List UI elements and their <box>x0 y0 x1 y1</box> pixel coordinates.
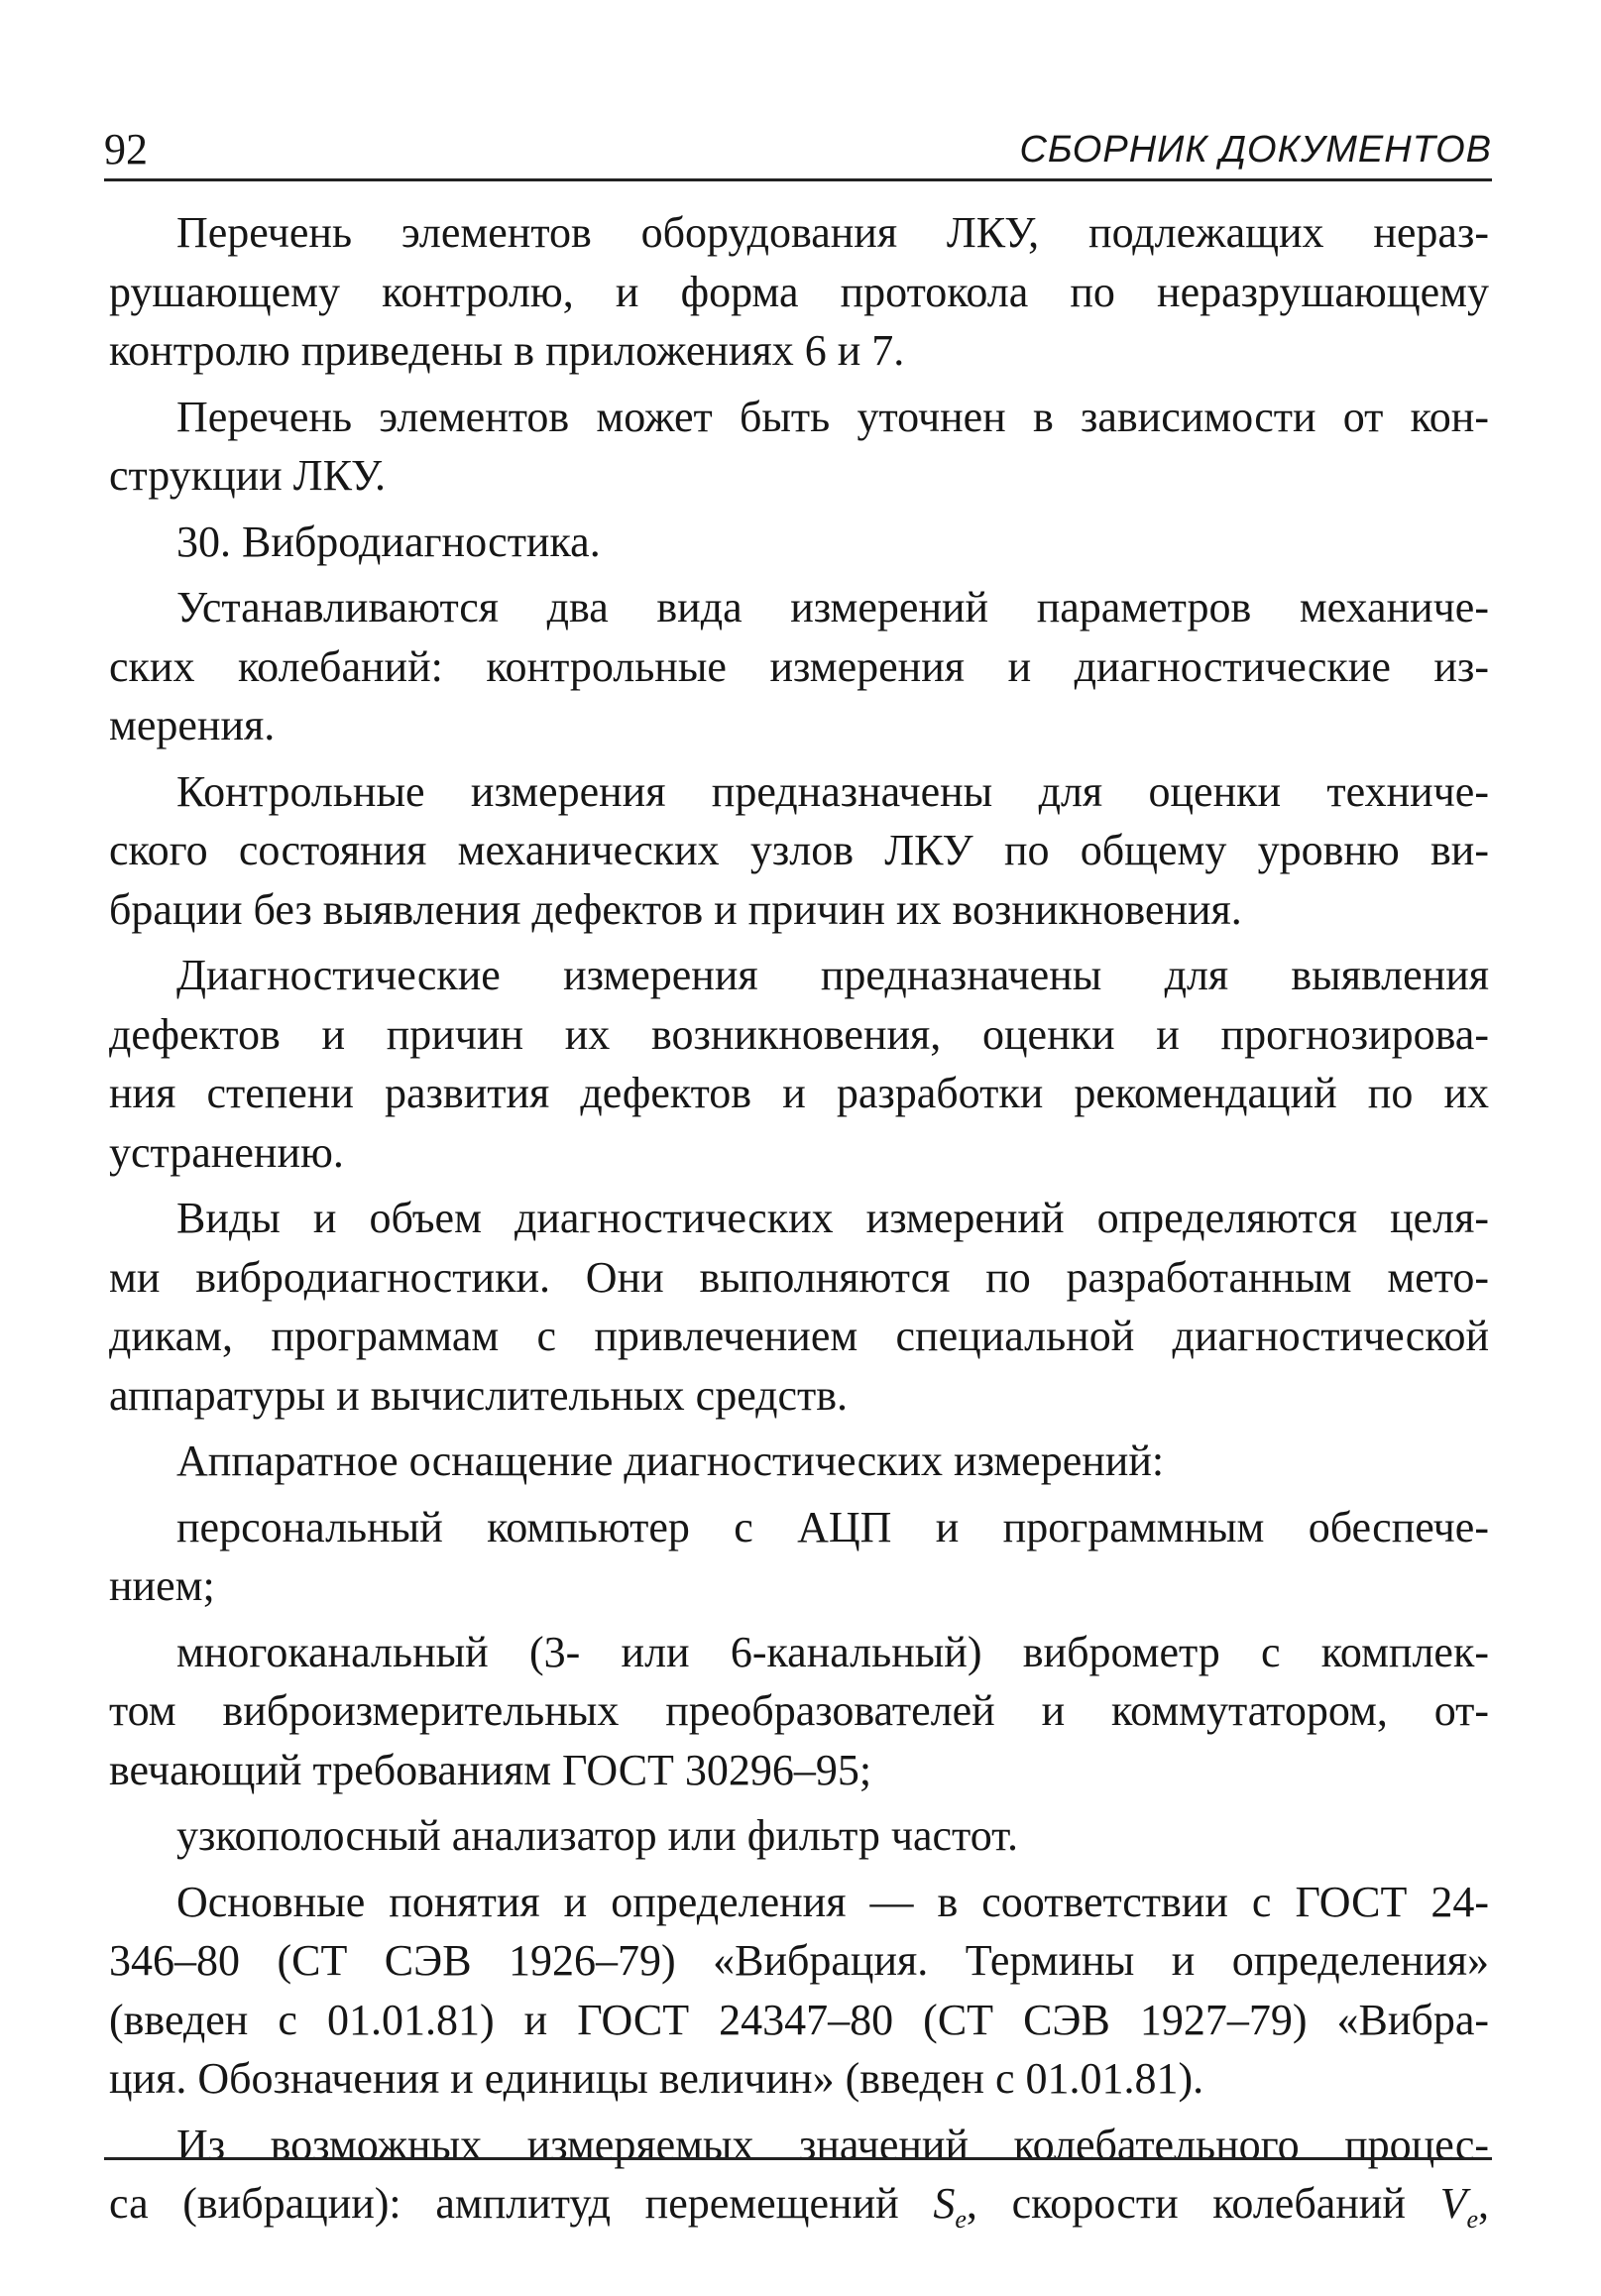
list-item <box>109 1806 1489 1866</box>
paragraph <box>109 203 1489 381</box>
text-line: многоканальный (3- или 6-канальный) виброметр с комплек- <box>176 1627 1489 1676</box>
text-line: том виброизмерительных преобразователей и коммутатором, от- <box>109 1686 1489 1735</box>
page-header <box>104 123 1492 181</box>
velocity-symbol: V <box>1439 2179 1467 2228</box>
text-segment: , <box>1478 2179 1489 2228</box>
text-line: струкции ЛКУ. <box>109 451 387 500</box>
text-line: мерения. <box>109 701 276 749</box>
displacement-subscript: e <box>955 2204 967 2234</box>
text-line: Виды и объем диагностических измерений определяются целя- <box>176 1194 1489 1242</box>
text-line: ния степени развития дефектов и разработки рекомендаций по их <box>109 1069 1489 1117</box>
paragraph <box>109 1432 1489 1491</box>
text-line: 30. Вибродиагностика. <box>176 517 601 566</box>
text-line: Перечень элементов оборудования ЛКУ, подлежащих нераз- <box>176 208 1489 257</box>
paragraph <box>109 388 1489 506</box>
text-line: контролю приведены в приложениях 6 и 7. <box>109 326 905 375</box>
text-line: Аппаратное оснащение диагностических измерений: <box>176 1436 1165 1485</box>
text-line: (введен с 01.01.81) и ГОСТ 24347–80 (СТ СЭВ 1927–79) «Вибра- <box>109 1995 1489 2044</box>
paragraph <box>109 578 1489 755</box>
list-item <box>109 1498 1489 1616</box>
footer-rule <box>104 2157 1492 2160</box>
displacement-symbol: S <box>933 2179 956 2228</box>
text-line: Диагностические измерения предназначены для выявления <box>176 951 1489 999</box>
text-line: Контрольные измерения предназначены для оценки техниче- <box>176 766 1489 816</box>
text-line: Устанавливаются два вида измерений параметров механиче- <box>176 583 1489 631</box>
text-line-with-symbols <box>109 2174 1489 2234</box>
text-segment: са (вибрации): амплитуд перемещений <box>109 2179 934 2228</box>
text-line: вечающий требованиям ГОСТ 30296–95; <box>109 1745 872 1794</box>
paragraph <box>109 762 1489 940</box>
text-line: нием; <box>109 1561 215 1610</box>
text-line: ского состояния механических узлов ЛКУ по общему уровню ви- <box>109 826 1489 874</box>
running-title: СБОРНИК ДОКУМЕНТОВ <box>1019 129 1492 171</box>
paragraph <box>109 2116 1489 2234</box>
page-number: 92 <box>104 125 148 173</box>
text-line: рушающему контролю, и форма протокола по неразрушающему <box>109 267 1489 316</box>
text-line: персональный компьютер с АЦП и программным обеспече- <box>176 1502 1489 1551</box>
text-line: аппаратуры и вычислительных средств. <box>109 1370 849 1420</box>
paragraph <box>109 1189 1489 1425</box>
text-line: брации без выявления дефектов и причин их возникновения. <box>109 884 1242 934</box>
text-line: дикам, программам с привлечением специальной диагностической <box>109 1312 1489 1360</box>
text-line: дефектов и причин их возникновения, оценки и прогнозирова- <box>109 1009 1489 1059</box>
text-line: ских колебаний: контрольные измерения и диагностические из- <box>109 641 1489 691</box>
paragraph <box>109 946 1489 1182</box>
text-segment: , скорости колебаний <box>966 2179 1440 2228</box>
text-line: ция. Обозначения и единицы величин» (введен с 01.01.81). <box>109 2054 1204 2103</box>
text-line: ми вибродиагностики. Они выполняются по разработанным мето- <box>109 1252 1489 1302</box>
velocity-subscript: e <box>1466 2204 1478 2234</box>
text-line: Основные понятия и определения — в соответствии с ГОСТ 24- <box>176 1877 1489 1926</box>
body-text <box>109 203 1489 2240</box>
paragraph <box>109 1873 1489 2109</box>
text-line: Перечень элементов может быть уточнен в зависимости от кон- <box>176 392 1489 441</box>
text-line: Из возможных измеряемых значений колебательного процес- <box>176 2120 1489 2169</box>
text-line: устранению. <box>109 1127 344 1177</box>
text-line: 346–80 (СТ СЭВ 1926–79) «Вибрация. Термины и определения» <box>109 1936 1489 1985</box>
paragraph <box>109 513 1489 572</box>
text-line: узкополосный анализатор или фильтр частот. <box>176 1811 1019 1860</box>
list-item <box>109 1623 1489 1800</box>
